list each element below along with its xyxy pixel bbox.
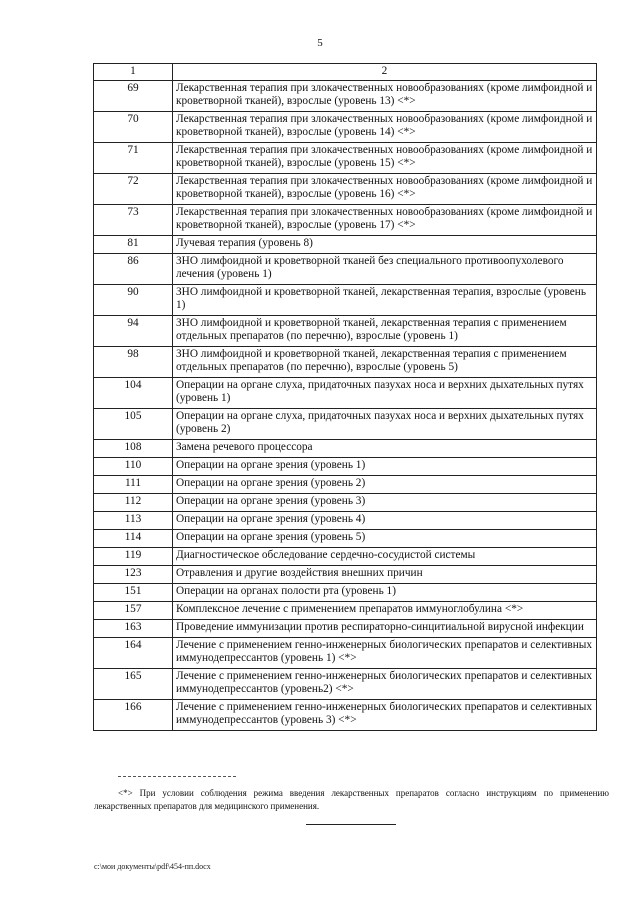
table-row: [94, 378, 597, 409]
row-description: ЗНО лимфоидной и кроветворной тканей, лекарственная терапия с применением отдельных препаратов (по перечню), взрослые (уровень 5): [173, 347, 597, 378]
row-number: 111: [94, 476, 173, 494]
row-description: Лекарственная терапия при злокачественных новообразованиях (кроме лимфоидной и кроветворной тканей), взрослые (уровень 13) <*>: [173, 81, 597, 112]
row-number: 112: [94, 494, 173, 512]
table-row: [94, 236, 597, 254]
row-number: 94: [94, 316, 173, 347]
page-number: 5: [317, 37, 323, 49]
footnote-separator: [118, 776, 236, 777]
row-description: Операции на органе зрения (уровень 3): [173, 494, 597, 512]
row-number: 86: [94, 254, 173, 285]
table-row: [94, 620, 597, 638]
row-description: Операции на органе зрения (уровень 5): [173, 530, 597, 548]
row-description: Операции на органе зрения (уровень 4): [173, 512, 597, 530]
row-description: Лекарственная терапия при злокачественных новообразованиях (кроме лимфоидной и кроветворной тканей), взрослые (уровень 15) <*>: [173, 143, 597, 174]
table-row: [94, 530, 597, 548]
table-row: [94, 143, 597, 174]
table-row: [94, 81, 597, 112]
row-number: 165: [94, 669, 173, 700]
row-number: 70: [94, 112, 173, 143]
row-description: Диагностическое обследование сердечно-сосудистой системы: [173, 548, 597, 566]
table-row: [94, 440, 597, 458]
table-row: [94, 700, 597, 731]
row-description: Лучевая терапия (уровень 8): [173, 236, 597, 254]
row-number: 157: [94, 602, 173, 620]
row-description: ЗНО лимфоидной и кроветворной тканей, лекарственная терапия с применением отдельных препаратов (по перечню), взрослые (уровень 1): [173, 316, 597, 347]
row-description: Операции на органе зрения (уровень 2): [173, 476, 597, 494]
table-row: [94, 584, 597, 602]
row-description: Лечение с применением генно-инженерных биологических препаратов и селективных иммунодепрессантов (уровень2) <*>: [173, 669, 597, 700]
row-number: 81: [94, 236, 173, 254]
row-description: Отравления и другие воздействия внешних причин: [173, 566, 597, 584]
row-number: 151: [94, 584, 173, 602]
table-row: [94, 476, 597, 494]
row-number: 98: [94, 347, 173, 378]
row-number: 108: [94, 440, 173, 458]
table-header-row: [94, 64, 597, 81]
table-row: [94, 112, 597, 143]
table-row: [94, 285, 597, 316]
row-number: 104: [94, 378, 173, 409]
row-number: 164: [94, 638, 173, 669]
row-description: Операции на органе слуха, придаточных пазухах носа и верхних дыхательных путях (уровень 2): [173, 409, 597, 440]
row-description: Замена речевого процессора: [173, 440, 597, 458]
table-row: [94, 494, 597, 512]
table-row: [94, 174, 597, 205]
row-number: 73: [94, 205, 173, 236]
row-description: Операции на органе зрения (уровень 1): [173, 458, 597, 476]
table-row: [94, 638, 597, 669]
table-row: [94, 566, 597, 584]
table-row: [94, 548, 597, 566]
table-row: [94, 602, 597, 620]
row-number: 113: [94, 512, 173, 530]
table-row: [94, 512, 597, 530]
header-col-1: 1: [94, 64, 173, 81]
row-number: 119: [94, 548, 173, 566]
row-description: Лечение с применением генно-инженерных биологических препаратов и селективных иммунодепрессантов (уровень 1) <*>: [173, 638, 597, 669]
table-row: [94, 669, 597, 700]
row-number: 166: [94, 700, 173, 731]
file-path: c:\мои документы\pdf\454-пп.docx: [94, 862, 211, 871]
table-row: [94, 316, 597, 347]
row-number: 123: [94, 566, 173, 584]
row-description: Проведение иммунизации против респираторно-синцитиальной вирусной инфекции: [173, 620, 597, 638]
row-description: ЗНО лимфоидной и кроветворной тканей, лекарственная терапия, взрослые (уровень 1): [173, 285, 597, 316]
table-row: [94, 205, 597, 236]
table-row: [94, 347, 597, 378]
row-description: Лекарственная терапия при злокачественных новообразованиях (кроме лимфоидной и кроветворной тканей), взрослые (уровень 14) <*>: [173, 112, 597, 143]
row-number: 163: [94, 620, 173, 638]
row-description: Операции на органе слуха, придаточных пазухах носа и верхних дыхательных путях (уровень 1): [173, 378, 597, 409]
row-description: Комплексное лечение с применением препаратов иммуноглобулина <*>: [173, 602, 597, 620]
row-number: 71: [94, 143, 173, 174]
row-description: Лекарственная терапия при злокачественных новообразованиях (кроме лимфоидной и кроветворной тканей), взрослые (уровень 17) <*>: [173, 205, 597, 236]
row-description: Лекарственная терапия при злокачественных новообразованиях (кроме лимфоидной и кроветворной тканей), взрослые (уровень 16) <*>: [173, 174, 597, 205]
table-row: [94, 254, 597, 285]
row-number: 114: [94, 530, 173, 548]
row-number: 69: [94, 81, 173, 112]
header-col-2: 2: [173, 64, 597, 81]
row-description: Лечение с применением генно-инженерных биологических препаратов и селективных иммунодепрессантов (уровень 3) <*>: [173, 700, 597, 731]
table-row: [94, 409, 597, 440]
row-number: 105: [94, 409, 173, 440]
row-number: 72: [94, 174, 173, 205]
row-description: ЗНО лимфоидной и кроветворной тканей без специального противоопухолевого лечения (уровень 1): [173, 254, 597, 285]
row-description: Операции на органах полости рта (уровень 1): [173, 584, 597, 602]
row-number: 90: [94, 285, 173, 316]
row-number: 110: [94, 458, 173, 476]
end-line: [306, 824, 396, 825]
footnote: <*> При условии соблюдения режима введения лекарственных препаратов согласно инструкциям по применению лекарственных препаратов для медицинского применения.: [94, 788, 609, 811]
services-table: [93, 63, 597, 731]
table-row: [94, 458, 597, 476]
